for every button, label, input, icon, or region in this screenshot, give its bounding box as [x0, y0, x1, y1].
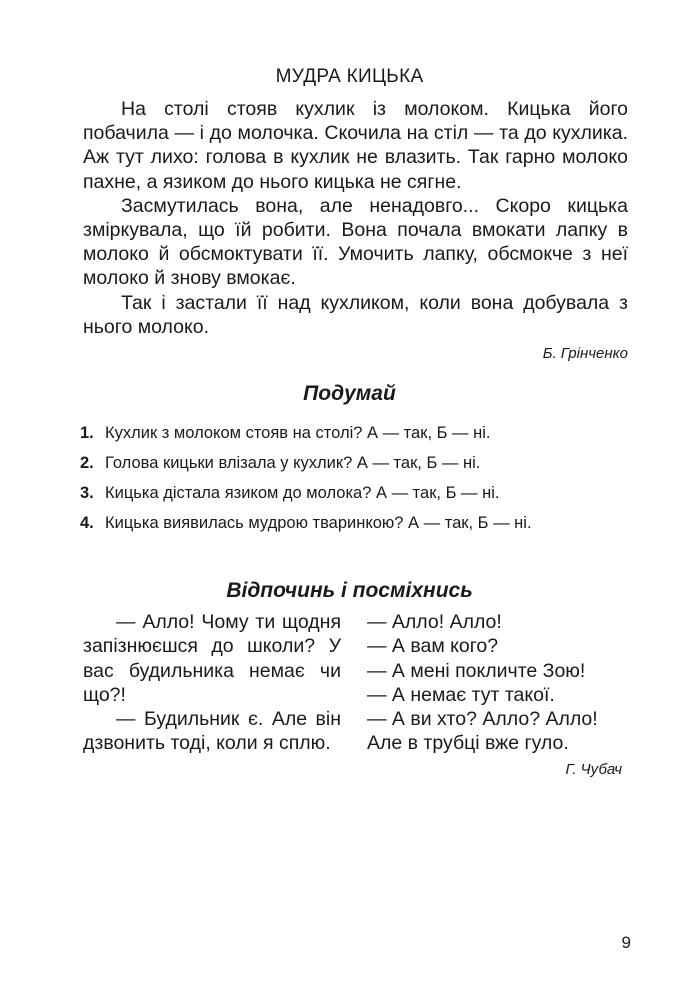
- question-number: 4.: [80, 514, 94, 532]
- joke-author: Г. Чубач: [565, 761, 622, 778]
- joke-right-column: [367, 610, 629, 756]
- story-text: [83, 97, 628, 339]
- joke-line: — Алло! Алло!: [367, 611, 502, 633]
- story-paragraph: Засмутилась вона, але ненадовго... Скоро кицька зміркувала, що їй робити. Вона почала вмокати лапку в молоко й обсмоктувати її. Умочить лапку, обсмокче з неї молоко й знову вмокає.: [83, 194, 628, 290]
- question-number: 3.: [80, 484, 94, 502]
- joke-line: — Будильник є. Але він дзвонить тоді, коли я сплю.: [83, 708, 341, 755]
- joke-line: — А немає тут такої.: [367, 683, 555, 706]
- joke-line: Але в трубці вже гуло.: [367, 732, 569, 755]
- think-section-title: Подумай: [303, 382, 396, 405]
- page-number: 9: [621, 933, 631, 952]
- story-title: МУДРА КИЦЬКА: [275, 66, 424, 87]
- question-text: Кицька дістала язиком до молока? А — так, Б — ні.: [105, 484, 500, 502]
- question-item: [80, 483, 640, 513]
- joke-left-column: [83, 610, 341, 756]
- question-text: Кухлик з молоком стояв на столі? А — так, Б — ні.: [105, 424, 491, 442]
- joke-line: — А вам кого?: [367, 635, 499, 658]
- question-number: 2.: [80, 454, 94, 472]
- question-number: 1.: [80, 424, 94, 442]
- story-paragraph: На столі стояв кухлик із молоком. Кицька його побачила — і до молочка. Скочила на стіл — та до кухлика. Аж тут лихо: голова в кухлик не влазить. Так гарно молоко пахне, а язиком до нього кицька не сягне.: [83, 98, 628, 193]
- question-item: [80, 513, 640, 543]
- story-paragraph: Так і застали її над кухликом, коли вона добувала з нього молоко.: [83, 291, 628, 338]
- joke-line: — А ви хто? Алло? Алло!: [367, 708, 598, 731]
- story-author: Б. Грінченко: [542, 345, 628, 362]
- question-text: Голова кицьки влізала у кухлик? А — так, Б — ні.: [105, 454, 481, 472]
- question-text: Кицька виявилась мудрою тваринкою? А — так, Б — ні.: [105, 514, 532, 532]
- joke-line: — А мені покличте Зою!: [367, 659, 586, 682]
- question-item: [80, 453, 640, 483]
- question-item: [80, 423, 640, 453]
- joke-line: — Алло! Чому ти щодня запізнюєшся до школи? У вас будильника немає чи що?!: [83, 611, 341, 706]
- joke-section-title: Відпочинь і посміхнись: [226, 579, 473, 602]
- question-list: [80, 423, 640, 543]
